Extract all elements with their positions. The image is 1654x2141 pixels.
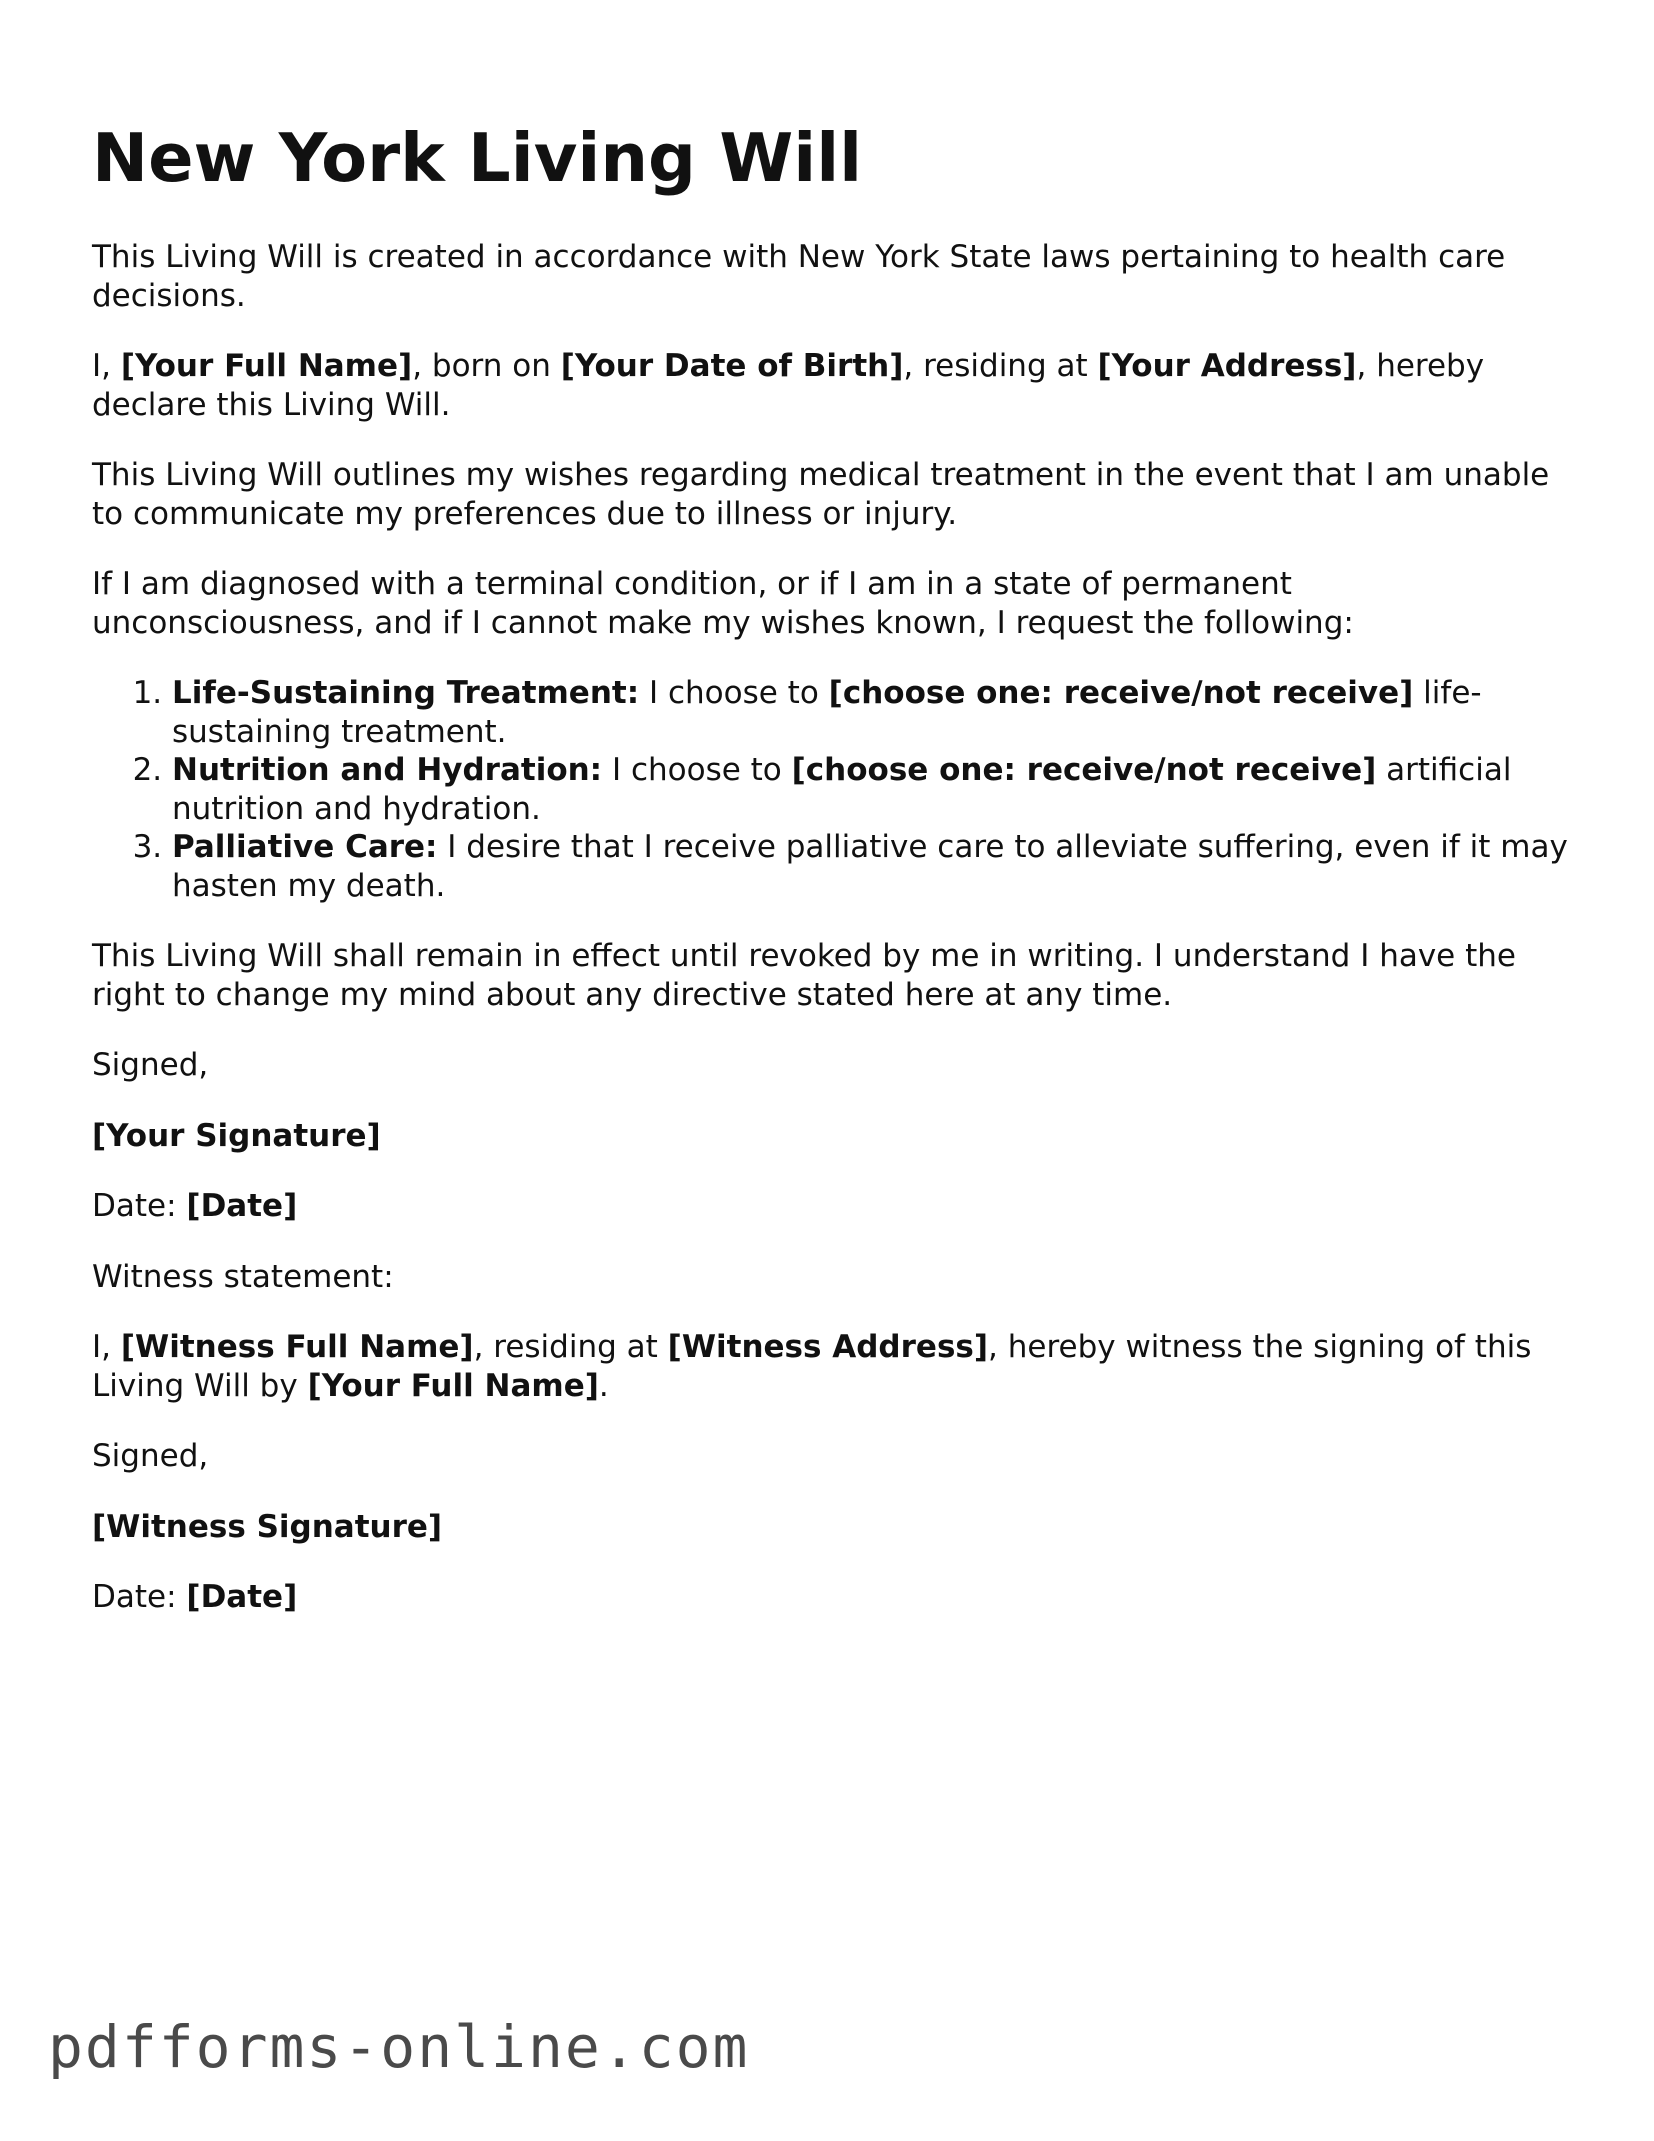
page-title: New York Living Will: [92, 119, 863, 197]
residing-text: , residing at: [903, 348, 1098, 384]
wish-item-palliative-care: [172, 828, 1572, 905]
wish-text: I desire that I receive palliative care to alleviate suffering, even if it may hasten my death.: [172, 829, 1568, 904]
witness-end-text: .: [598, 1367, 609, 1404]
declaration-prefix: I,: [92, 348, 121, 384]
intro-paragraph: This Living Will is created in accordance with New York State laws pertaining to health care decisions.: [92, 239, 1506, 314]
witness-date-label: Date:: [92, 1579, 187, 1615]
wish-choice-placeholder: [choose one: receive/not receive]: [791, 752, 1377, 788]
witness-signature-placeholder: [92, 1508, 1572, 1547]
declarant-name-placeholder: [Your Full Name]: [307, 1367, 599, 1404]
witness-middle-text: , hereby witness the signing of this Living Will by: [92, 1329, 1532, 1404]
full-name-placeholder: [Your Full Name]: [120, 348, 413, 384]
wish-text: life-sustaining treatment.: [172, 675, 1482, 750]
witness-statement-paragraph: [92, 1328, 1572, 1405]
witness-date-line: [92, 1578, 1572, 1617]
document-page: [92, 118, 1572, 1649]
wish-text: artificial nutrition and hydration.: [172, 752, 1512, 827]
witness-signature-text: [Witness Signature]: [92, 1508, 443, 1545]
your-signature-text: [Your Signature]: [92, 1117, 381, 1154]
witness-prefix: I,: [92, 1329, 121, 1365]
condition-paragraph: If I am diagnosed with a terminal condition, or if I am in a state of permanent unconsciousness, and if I cannot make my wishes known, I request the following:: [92, 566, 1354, 641]
witness-full-name-placeholder: [Witness Full Name]: [120, 1329, 474, 1365]
date-placeholder: [Date]: [186, 1188, 298, 1224]
wish-label: Life-Sustaining Treatment:: [172, 675, 640, 711]
wish-label: Nutrition and Hydration:: [172, 752, 603, 788]
witness-address-placeholder: [Witness Address]: [667, 1329, 989, 1365]
declaration-suffix: , hereby declare this Living Will.: [92, 348, 1485, 423]
wish-item-life-sustaining: [172, 674, 1572, 751]
signature-date-line: [92, 1187, 1572, 1226]
witness-date-placeholder: [Date]: [186, 1579, 298, 1615]
date-of-birth-placeholder: [Your Date of Birth]: [560, 348, 904, 384]
outline-paragraph: This Living Will outlines my wishes regarding medical treatment in the event that I am unable to communicate my preferences due to illness or injury.: [92, 457, 1550, 532]
revocation-paragraph: This Living Will shall remain in effect until revoked by me in writing. I understand I have the right to change my mind about any directive stated here at any time.: [92, 938, 1516, 1013]
witness-signed-label: Signed,: [92, 1438, 209, 1474]
wishes-list: [92, 674, 1572, 905]
wish-label: Palliative Care:: [172, 829, 438, 865]
witness-residing-text: , residing at: [473, 1329, 668, 1365]
watermark: pdfforms-online.com: [48, 2013, 750, 2081]
date-label: Date:: [92, 1188, 187, 1224]
wish-item-nutrition-hydration: [172, 751, 1572, 828]
signed-label: Signed,: [92, 1047, 209, 1083]
wish-text: I choose to: [639, 675, 829, 711]
your-signature-placeholder: [92, 1117, 1572, 1156]
wish-choice-placeholder: [choose one: receive/not receive]: [828, 675, 1414, 711]
born-text: , born on: [412, 348, 561, 384]
declaration-paragraph: [92, 347, 1572, 424]
witness-statement-label: Witness statement:: [92, 1258, 394, 1295]
wish-text: I choose to: [602, 752, 792, 788]
address-placeholder: [Your Address]: [1097, 348, 1357, 384]
